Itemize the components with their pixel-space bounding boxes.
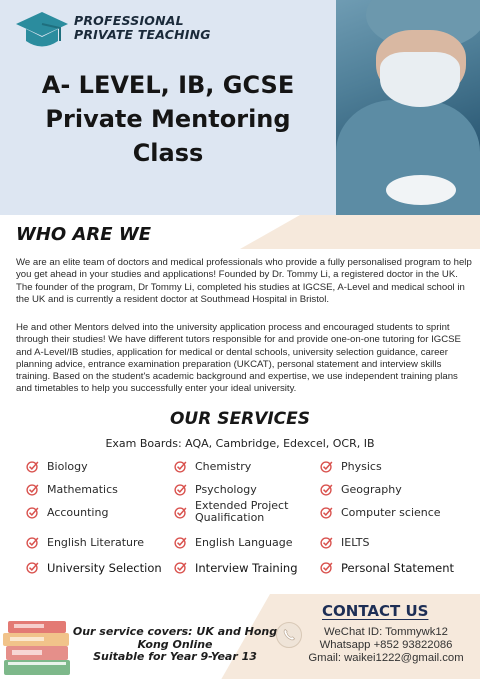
- gmail-address: Gmail: waikei1222@gmail.com: [308, 652, 464, 664]
- check-circle-icon: [174, 460, 187, 473]
- check-circle-icon: [320, 506, 333, 519]
- service-item: [320, 561, 454, 574]
- service-label: Interview Training: [195, 560, 298, 575]
- service-label: University Selection: [47, 560, 162, 575]
- check-circle-icon: [320, 483, 333, 496]
- service-item: [320, 460, 382, 473]
- service-item: [320, 483, 402, 496]
- service-item: [26, 561, 162, 574]
- service-item: [26, 460, 88, 473]
- service-label: English Literature: [47, 535, 145, 549]
- page-title: [0, 68, 336, 170]
- service-label: Personal Statement: [341, 560, 455, 575]
- service-item: [320, 506, 441, 519]
- check-circle-icon: [26, 460, 39, 473]
- service-item: [174, 536, 293, 549]
- coverage-text: [60, 626, 290, 664]
- who-title: WHO ARE WE: [16, 224, 151, 245]
- service-label: IELTS: [341, 535, 370, 549]
- service-label: Psychology: [195, 482, 257, 496]
- title-line-2: Private Mentoring: [45, 105, 291, 133]
- check-circle-icon: [320, 561, 333, 574]
- service-item: [26, 483, 118, 496]
- service-item: [26, 536, 144, 549]
- brand-line-2: PRIVATE TEACHING: [74, 27, 211, 42]
- service-label: Extended Project Qualification: [195, 499, 289, 524]
- phone-icon: [276, 622, 302, 648]
- service-label: Mathematics: [47, 482, 118, 496]
- service-item: [174, 500, 294, 524]
- contact-details: [300, 626, 472, 665]
- check-circle-icon: [320, 536, 333, 549]
- exam-boards: Exam Boards: AQA, Cambridge, Edexcel, OCR, IB: [105, 437, 375, 450]
- check-circle-icon: [26, 561, 39, 574]
- surgeon-photo: [336, 0, 480, 215]
- brand-line-1: PROFESSIONAL: [74, 13, 184, 28]
- check-circle-icon: [26, 483, 39, 496]
- coverage-line-2: Kong Online: [137, 637, 213, 651]
- service-item: [320, 536, 370, 549]
- check-circle-icon: [174, 483, 187, 496]
- coverage-line-3: Suitable for Year 9-Year 13: [93, 650, 257, 663]
- service-item: [174, 561, 298, 574]
- who-paragraph-2: He and other Mentors delved into the university application process and encouraged students to sprint through their studies! We have different tutors responsible for and provide one-on-one tutoring for IGCSE and A-Level/IB studies, application for medical or dental schools, university selection guidance, career planning advice, entrance examination preparation (UKCAT), personal statement and interview skills training. Based on the student's academic background and expertise, we use independent training plans and timetables to help you successfully enter your ideal university.: [16, 322, 461, 395]
- graduation-cap-logo-icon: [14, 10, 70, 54]
- services-title: OUR SERVICES: [169, 409, 311, 429]
- title-line-3: Class: [132, 139, 204, 167]
- contact-title: CONTACT US: [322, 602, 429, 620]
- service-label: Chemistry: [195, 459, 252, 473]
- service-item: [26, 506, 108, 519]
- service-label: Geography: [341, 482, 402, 496]
- service-item: [174, 483, 257, 496]
- check-circle-icon: [26, 536, 39, 549]
- whatsapp-number: Whatsapp +852 93822086: [319, 639, 453, 651]
- service-item: [174, 460, 251, 473]
- who-paragraph-1: We are an elite team of doctors and medical professionals who provide a fully personalised program to help you get ahead in your studies and applications! Founded by Dr. Tommy Li, a registered doctor in the UK. The founder of the program, Dr Tommy Li, completed his studies at IGCSE, A-Level and medical school in the UK and is currently a resident doctor at Southmead Hospital in Bristol.: [16, 257, 472, 305]
- check-circle-icon: [174, 536, 187, 549]
- wechat-id: WeChat ID: Tommywk12: [324, 626, 448, 638]
- check-circle-icon: [320, 460, 333, 473]
- title-line-1: A- LEVEL, IB, GCSE: [41, 71, 295, 99]
- service-label: Physics: [341, 459, 382, 473]
- coverage-line-1: Our service covers: UK and Hong: [72, 625, 278, 638]
- check-circle-icon: [26, 506, 39, 519]
- check-circle-icon: [174, 561, 187, 574]
- brand-name: [74, 14, 211, 42]
- check-circle-icon: [174, 506, 187, 519]
- service-label: Biology: [47, 459, 88, 473]
- service-label: Computer science: [341, 505, 441, 519]
- service-label: Accounting: [47, 505, 109, 519]
- service-label: English Language: [195, 535, 293, 549]
